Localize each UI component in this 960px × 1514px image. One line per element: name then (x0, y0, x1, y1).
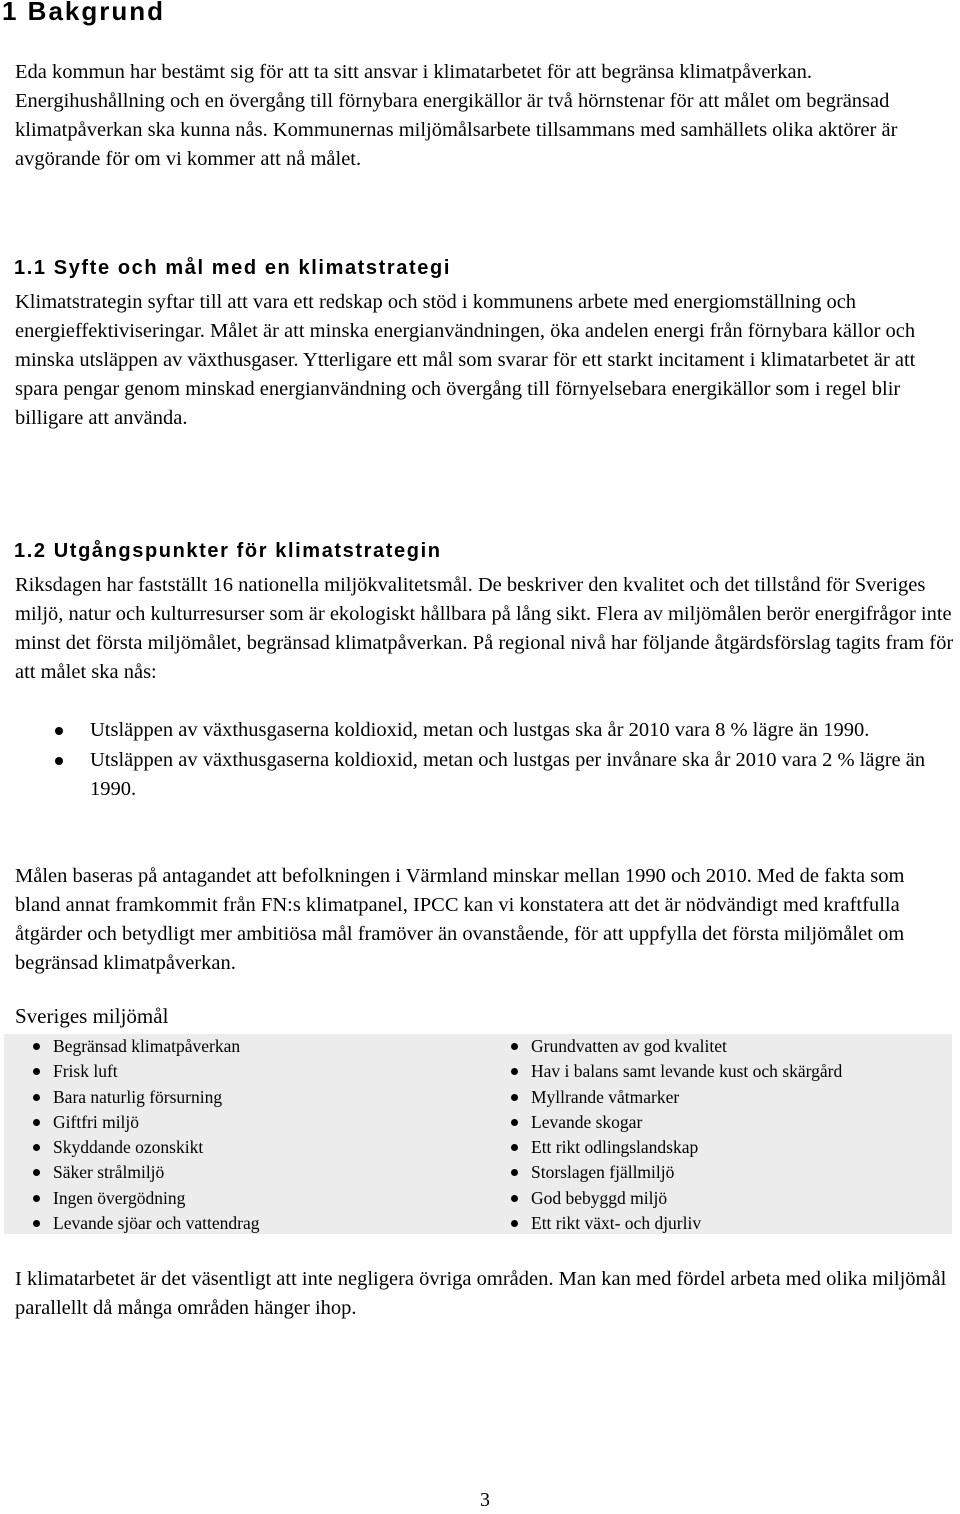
bullet-icon (511, 1119, 518, 1126)
bullet-icon (55, 757, 63, 765)
bullet-icon (511, 1094, 518, 1101)
goal-label: Ett rikt växt- och djurliv (531, 1213, 702, 1234)
bullet-icon (511, 1169, 518, 1176)
list-item (15, 716, 955, 745)
goal-label: Levande skogar (531, 1111, 643, 1132)
goals-caption: Sveriges miljömål (15, 1004, 169, 1028)
goal-label: Levande sjöar och vattendrag (53, 1213, 260, 1234)
malen-paragraph: Målen baseras på antagandet att befolkningen i Värmland minskar mellan 1990 och 2010. Med de fakta som bland annat framkommit från FN:s klimatpanel, IPCC kan vi konstatera att det är nödvändigt med kraftfulla åtgärder och betydligt mer ambitiösa mål framöver än ovanstående, för att uppfylla det första miljömålet om begränsad klimatpåverkan. (15, 865, 905, 974)
bullet-icon (33, 1220, 40, 1227)
bullet-icon (511, 1220, 518, 1227)
list-item (30, 1085, 260, 1110)
goal-label: Myllrande våtmarker (531, 1086, 680, 1107)
list-item (508, 1160, 842, 1185)
list-item (30, 1059, 260, 1084)
heading-utgangspunkter: 1.2 Utgångspunkter för klimatstrategin (14, 540, 442, 562)
heading-bakgrund: 1 Bakgrund (2, 0, 166, 26)
page-number: 3 (480, 1489, 490, 1511)
goal-label: Ett rikt odlingslandskap (531, 1137, 699, 1158)
intro-paragraph: Eda kommun har bestämt sig för att ta sitt ansvar i klimatarbetet för att begränsa klimatpåverkan. Energihushållning och en övergång till förnybara energikällor är två hörnstenar för att målet om begränsad klimatpåverkan ska kunna nås. Kommunernas miljömålsarbete tillsammans med samhällets olika aktörer är avgörande för om vi kommer att nå målet. (15, 61, 898, 170)
list-item (508, 1186, 842, 1211)
goal-label: Säker strålmiljö (53, 1162, 165, 1183)
list-item (30, 1110, 260, 1135)
goal-label: Storslagen fjällmiljö (531, 1162, 675, 1183)
list-item (508, 1059, 842, 1084)
goal-label: Frisk luft (53, 1061, 118, 1082)
goal-label: Bara naturlig försurning (53, 1086, 223, 1107)
goal-label: Ingen övergödning (53, 1187, 186, 1208)
bullet-icon (511, 1195, 518, 1202)
goals-left-column (30, 1034, 260, 1236)
list-item (508, 1110, 842, 1135)
list-item (508, 1211, 842, 1236)
list-item-text: Utsläppen av växthusgaserna koldioxid, metan och lustgas per invånare ska år 2010 vara 2 % lägre än 1990. (90, 749, 926, 800)
list-item (30, 1211, 260, 1236)
list-item (508, 1135, 842, 1160)
goal-label: God bebyggd miljö (531, 1187, 668, 1208)
list-item (15, 746, 955, 804)
goal-label: Skyddande ozonskikt (53, 1137, 204, 1158)
goal-label: Giftfri miljö (53, 1111, 140, 1132)
goals-right-column (508, 1034, 842, 1236)
closing-paragraph: I klimatarbetet är det väsentligt att inte negligera övriga områden. Man kan med fördel arbeta med olika miljömål parallellt då många områden hänger ihop. (15, 1268, 947, 1319)
bullet-icon (33, 1043, 40, 1050)
list-item (508, 1034, 842, 1059)
bullet-icon (33, 1169, 40, 1176)
list-item (30, 1135, 260, 1160)
bullet-icon (55, 727, 63, 735)
list-item-text: Utsläppen av växthusgaserna koldioxid, metan och lustgas ska år 2010 vara 8 % lägre än 1990. (90, 719, 870, 741)
bullet-icon (511, 1144, 518, 1151)
bullet-icon (33, 1094, 40, 1101)
goal-label: Hav i balans samt levande kust och skärgård (531, 1061, 843, 1082)
list-item (508, 1085, 842, 1110)
regional-measures-list (15, 716, 955, 804)
bullet-icon (511, 1043, 518, 1050)
bullet-icon (33, 1068, 40, 1075)
goal-label: Begränsad klimatpåverkan (53, 1036, 241, 1056)
heading-syfte-och-mal: 1.1 Syfte och mål med en klimatstrategi (14, 257, 451, 279)
syfte-paragraph: Klimatstrategin syftar till att vara ett redskap och stöd i kommunens arbete med energiomställning och energieffektiviseringar. Målet är att minska energianvändningen, öka andelen energi från förnybara källor och minska utsläppen av växthusgaser. Ytterligare ett mål som svarar för ett starkt incitament i klimatarbetet är att spara pengar genom minskad energianvändning och övergång till förnyelsebara energikällor som i regel blir billigare att använda. (15, 291, 916, 429)
bullet-icon (511, 1068, 518, 1075)
list-item (30, 1160, 260, 1185)
list-item (30, 1034, 260, 1059)
bullet-icon (33, 1119, 40, 1126)
list-item (30, 1186, 260, 1211)
goal-label: Grundvatten av god kvalitet (531, 1036, 727, 1056)
bullet-icon (33, 1144, 40, 1151)
utgangspunkter-paragraph: Riksdagen har fastställt 16 nationella miljökvalitetsmål. De beskriver den kvalitet och det tillstånd för Sveriges miljö, natur och kulturresurser som är ekologiskt hållbara på lång sikt. Flera av miljömålen berör energifrågor inte minst det första miljömålet, begränsad klimatpåverkan. På regional nivå har följande åtgärdsförslag tagits fram för att målet ska nås: (15, 574, 954, 683)
bullet-icon (33, 1195, 40, 1202)
